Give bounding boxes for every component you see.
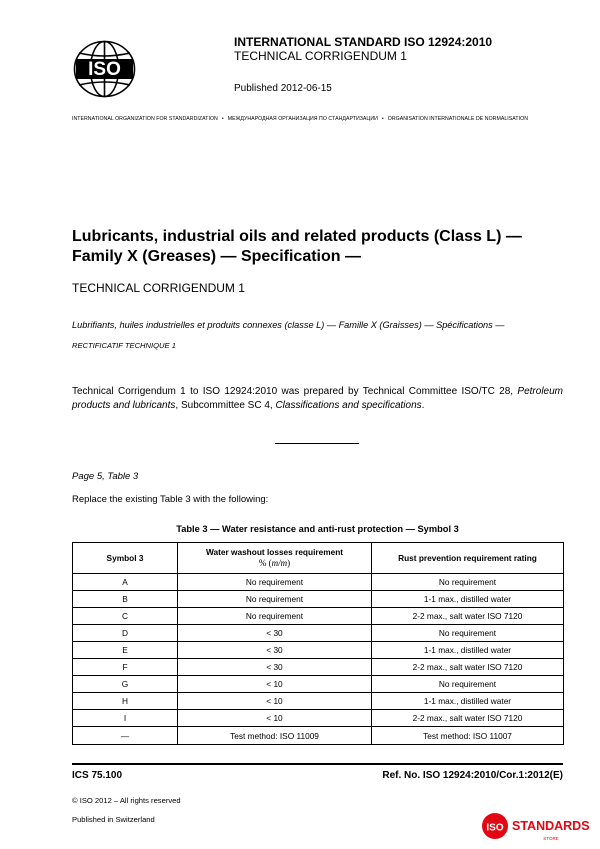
store-iso-text: ISO [486, 822, 504, 834]
cell-water-washout: < 30 [178, 659, 372, 676]
cell-symbol: I [73, 710, 178, 727]
table-row [73, 642, 564, 659]
unit-prefix: % ( [258, 558, 272, 568]
table-caption: Table 3 — Water resistance and anti-rust protection — Symbol 3 [176, 524, 459, 534]
published-date: Published 2012-06-15 [234, 83, 332, 94]
cell-rust-prevention: No requirement [372, 574, 564, 591]
cell-rust-prevention: No requirement [372, 676, 564, 693]
cell-symbol: H [73, 693, 178, 710]
cell-rust-prevention: Test method: ISO 11007 [372, 727, 564, 745]
table-header-row [73, 543, 564, 574]
cell-water-washout: < 10 [178, 693, 372, 710]
header-symbol: Symbol 3 [73, 543, 178, 574]
table-row [73, 659, 564, 676]
document-title-line2: Family X (Greases) — Specification — [72, 248, 361, 265]
org-separator: • [381, 116, 384, 122]
document-title [72, 227, 542, 267]
cell-water-washout: No requirement [178, 574, 372, 591]
cell-symbol: C [73, 608, 178, 625]
spec-table [72, 542, 564, 745]
table-row [73, 608, 564, 625]
table-row [73, 710, 564, 727]
instruction-text: Replace the existing Table 3 with the following: [72, 494, 269, 505]
copyright: © ISO 2012 – All rights reserved [72, 796, 181, 805]
cell-symbol: — [73, 727, 178, 745]
cell-water-washout: No requirement [178, 591, 372, 608]
table-body [73, 574, 564, 745]
document-title-line1: Lubricants, industrial oils and related products (Class L) — [72, 228, 522, 245]
cell-rust-prevention: 2-2 max., salt water ISO 7120 [372, 608, 564, 625]
iso-logo [73, 40, 136, 98]
ics-code: ICS 75.100 [72, 770, 123, 781]
published-in: Published in Switzerland [72, 815, 155, 824]
store-sub-text: STORE [543, 836, 559, 841]
reference-number: Ref. No. ISO 12924:2010/Cor.1:2012(E) [382, 770, 563, 781]
page-reference: Page 5, Table 3 [72, 471, 139, 482]
tc-heading: TECHNICAL CORRIGENDUM 1 [72, 281, 245, 295]
table-row [73, 574, 564, 591]
standard-title: INTERNATIONAL STANDARD ISO 12924:2010 [234, 35, 493, 49]
french-subtitle: RECTIFICATIF TECHNIQUE 1 [72, 341, 176, 350]
header-water-washout-line2 [178, 558, 371, 569]
cell-rust-prevention: 1-1 max., distilled water [372, 642, 564, 659]
cell-water-washout: Test method: ISO 11009 [178, 727, 372, 745]
table-row [73, 693, 564, 710]
table-row [73, 676, 564, 693]
cell-symbol: G [73, 676, 178, 693]
french-title: Lubrifiants, huiles industrielles et produits connexes (classe L) — Famille X (Graisses) — Spécifications — [72, 320, 505, 330]
cell-rust-prevention: No requirement [372, 625, 564, 642]
body-italic-1: Petroleum products and lubricants [72, 386, 563, 411]
organizations-line [72, 116, 564, 122]
table-row [73, 591, 564, 608]
cell-water-washout: < 30 [178, 642, 372, 659]
iso-logo-text: ISO [88, 59, 121, 80]
separator-line [275, 443, 359, 444]
header-water-washout-line1: Water washout losses requirement [205, 547, 344, 557]
cell-rust-prevention: 1-1 max., distilled water [372, 693, 564, 710]
cell-water-washout: < 30 [178, 625, 372, 642]
body-text-1: Technical Corrigendum 1 to ISO 12924:2010 was prepared by Technical Committee ISO/TC 28, [72, 386, 518, 397]
body-text-3: . [421, 400, 425, 411]
org-fr: ORGANISATION INTERNATIONALE DE NORMALISATION [387, 116, 529, 122]
cell-symbol: D [73, 625, 178, 642]
cell-symbol: A [73, 574, 178, 591]
org-ru: МЕЖДУНАРОДНАЯ ОРГАНИЗАЦИЯ ПО СТАНДАРТИЗАЦИИ [227, 116, 378, 122]
cell-water-washout: No requirement [178, 608, 372, 625]
body-italic-2: Classifications and specifications [275, 400, 422, 411]
cell-rust-prevention: 1-1 max., distilled water [372, 591, 564, 608]
header-water-washout [178, 543, 372, 574]
footer-rule [72, 763, 563, 765]
cell-symbol: F [73, 659, 178, 676]
body-text-2: , Subcommittee SC 4, [175, 400, 276, 411]
cell-symbol: B [73, 591, 178, 608]
cell-rust-prevention: 2-2 max., salt water ISO 7120 [372, 659, 564, 676]
cell-water-washout: < 10 [178, 710, 372, 727]
table-row [73, 625, 564, 642]
cell-symbol: E [73, 642, 178, 659]
cell-water-washout: < 10 [178, 676, 372, 693]
unit-mm: m/m [271, 558, 288, 568]
unit-suffix: ) [287, 558, 291, 568]
body-paragraph [72, 385, 563, 413]
org-separator: • [221, 116, 224, 122]
store-standards-text: STANDARDS [512, 819, 590, 833]
org-en: INTERNATIONAL ORGANIZATION FOR STANDARDIZATION [72, 116, 218, 122]
header-rust-prevention: Rust prevention requirement rating [372, 543, 564, 574]
table-row [73, 727, 564, 745]
store-logo [481, 811, 591, 844]
corrigendum-label: TECHNICAL CORRIGENDUM 1 [234, 49, 407, 63]
cell-rust-prevention: 2-2 max., salt water ISO 7120 [372, 710, 564, 727]
